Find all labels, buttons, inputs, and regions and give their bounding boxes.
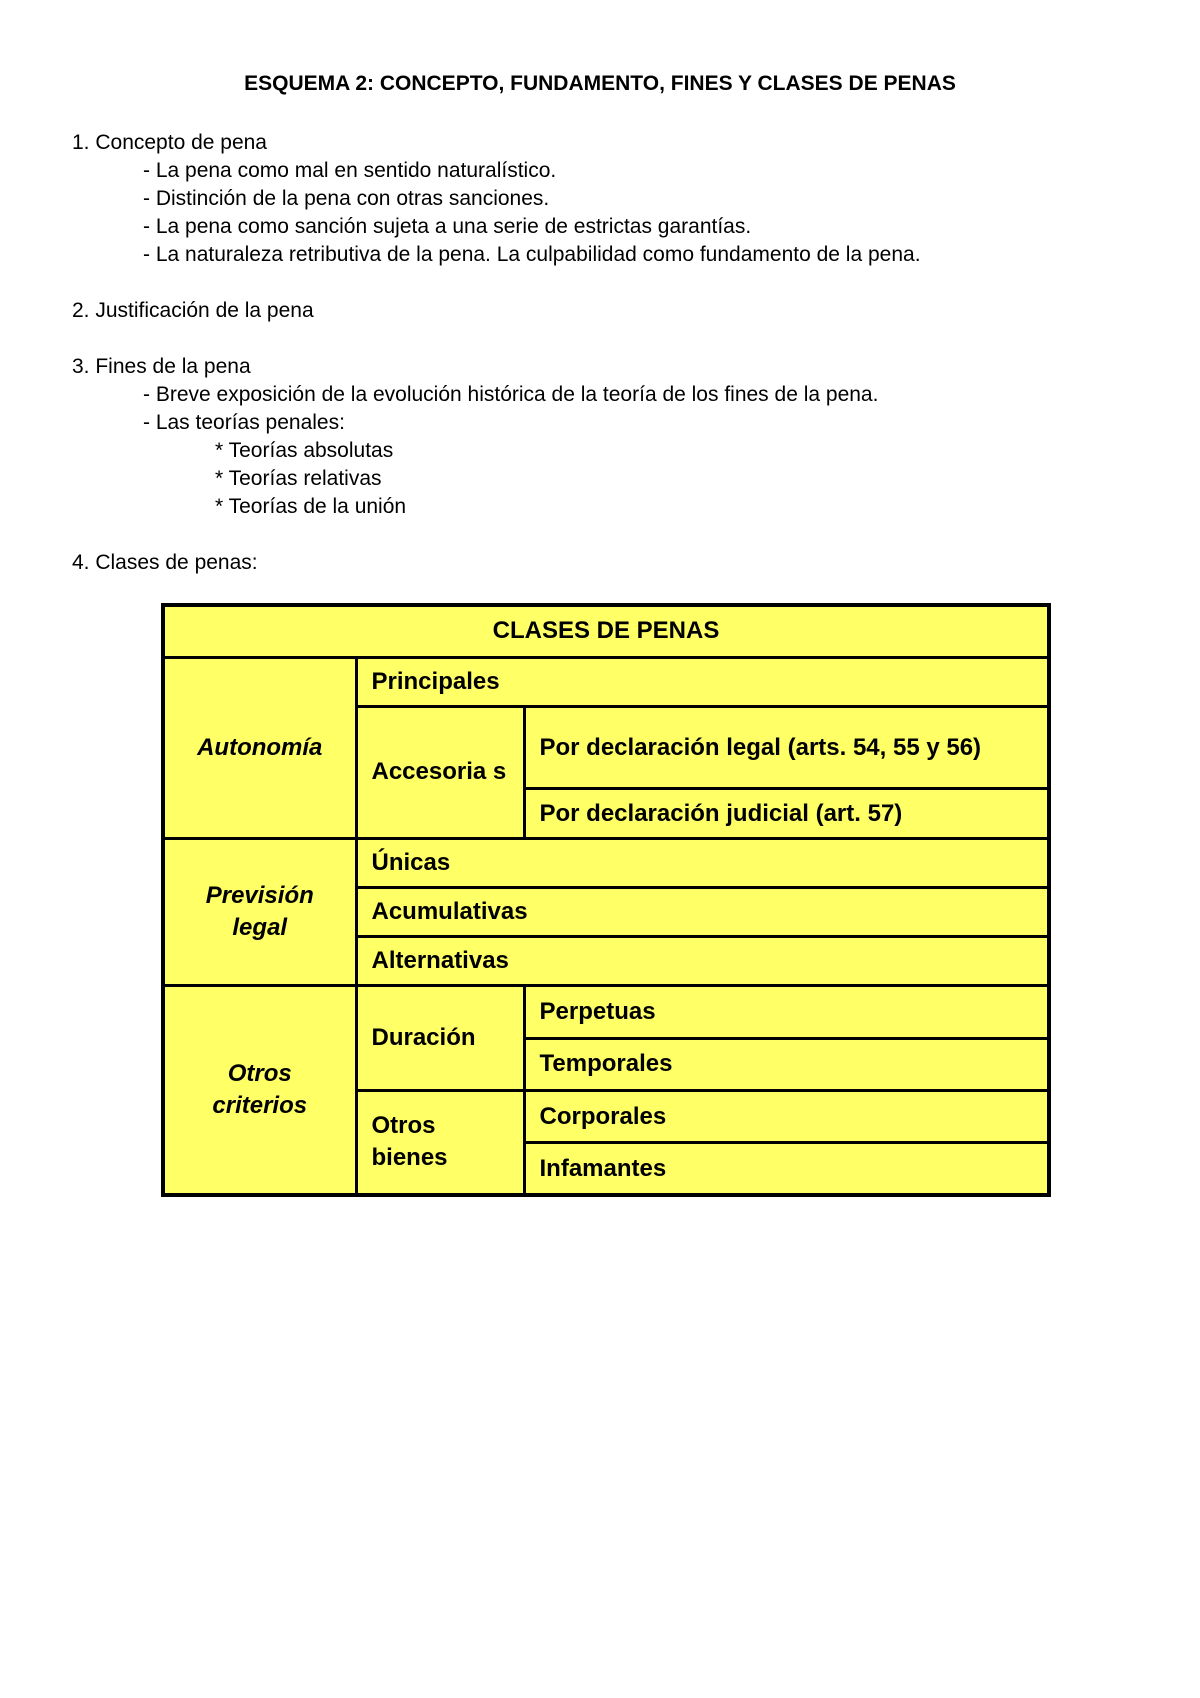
cell-por-declaracion-legal: Por declaración legal (arts. 54, 55 y 56)	[524, 707, 1049, 789]
section-heading-clases: 4. Clases de penas:	[72, 551, 258, 574]
clases-de-penas-table	[161, 603, 1051, 1197]
section-heading-concepto: 1. Concepto de pena	[72, 131, 267, 154]
cell-alternativas: Alternativas	[356, 937, 1049, 986]
cell-perpetuas: Perpetuas	[524, 986, 1049, 1038]
list-item: - Breve exposición de la evolución histórica de la teoría de los fines de la pena.	[143, 383, 879, 406]
cell-temporales: Temporales	[524, 1038, 1049, 1090]
section-heading-fines: 3. Fines de la pena	[72, 355, 251, 378]
cell-accesorias: Accesoria s	[356, 707, 524, 839]
table-header: CLASES DE PENAS	[163, 605, 1049, 657]
list-item: - La pena como sanción sujeta a una serie de estrictas garantías.	[143, 215, 752, 238]
list-item: - Distinción de la pena con otras sanciones.	[143, 187, 550, 210]
list-item: - Las teorías penales:	[143, 411, 345, 434]
cell-acumulativas: Acumulativas	[356, 887, 1049, 936]
sub-list-item: * Teorías relativas	[215, 467, 382, 490]
category-prevision-legal: Previsión legal	[163, 838, 356, 986]
cell-unicas: Únicas	[356, 838, 1049, 887]
category-autonomia: Autonomía	[163, 657, 356, 838]
section-heading-justificacion: 2. Justificación de la pena	[72, 299, 314, 322]
category-otros-criterios: Otros criterios	[163, 986, 356, 1195]
sub-list-item: * Teorías absolutas	[215, 439, 394, 462]
cell-infamantes: Infamantes	[524, 1143, 1049, 1195]
cell-por-declaracion-judicial: Por declaración judicial (art. 57)	[524, 789, 1049, 838]
cell-otros-bienes: Otros bienes	[356, 1090, 524, 1195]
cell-principales: Principales	[356, 657, 1049, 706]
cell-corporales: Corporales	[524, 1090, 1049, 1142]
sub-list-item: * Teorías de la unión	[215, 495, 407, 518]
list-item: - La naturaleza retributiva de la pena. La culpabilidad como fundamento de la pena.	[143, 243, 921, 266]
document-title: ESQUEMA 2: CONCEPTO, FUNDAMENTO, FINES Y CLASES DE PENAS	[244, 72, 956, 95]
cell-duracion: Duración	[356, 986, 524, 1091]
list-item: - La pena como mal en sentido naturalístico.	[143, 159, 557, 182]
